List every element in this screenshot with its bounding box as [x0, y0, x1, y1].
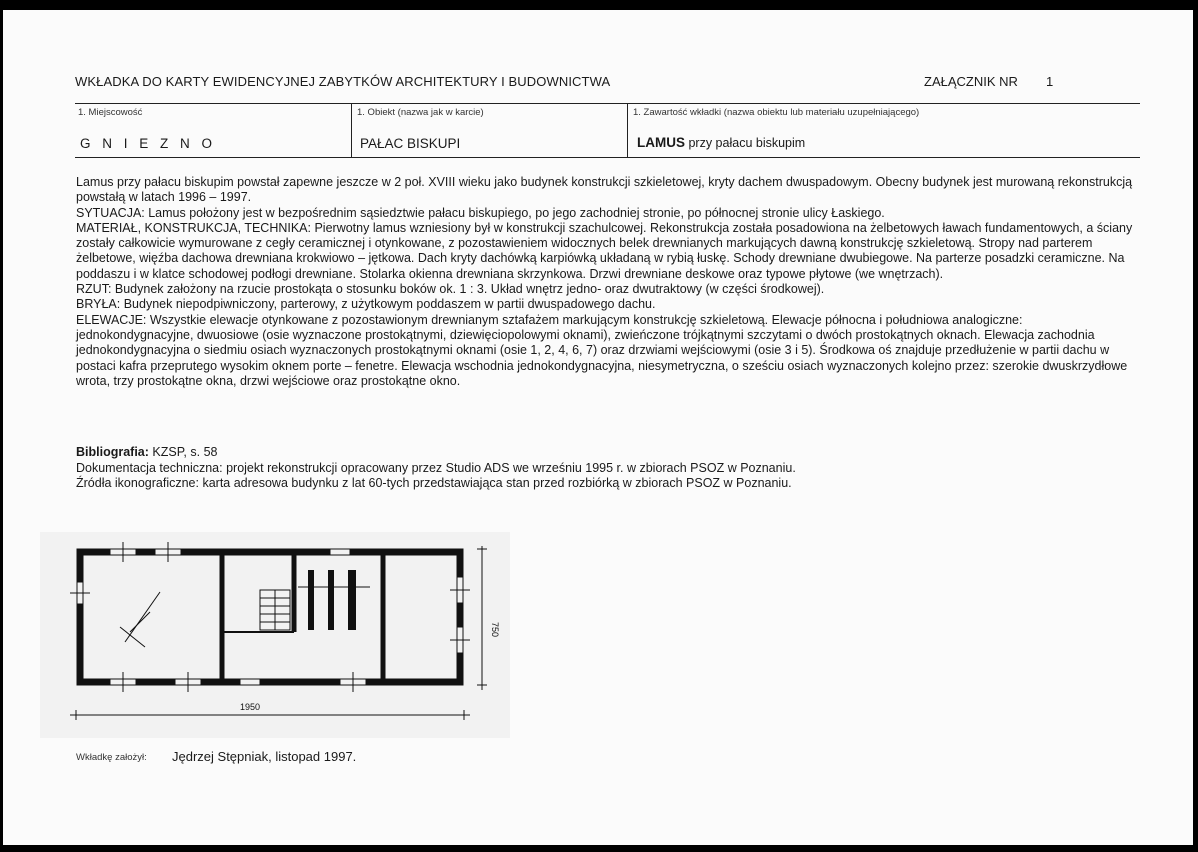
table-divider-2	[627, 103, 628, 157]
insert-content-value-rest: przy pałacu biskupim	[685, 136, 806, 150]
paragraph-history: Lamus przy pałacu biskupim powstał zapewne jeszcze w 2 poł. XVIII wieku jako budynek konstrukcji szkieletowej, kryty dachem dwuspadowym. Obecny budynek jest murowaną rekonstrukcją powstałą w latach 1996 – 1997.	[76, 175, 1133, 205]
bibliography-label: Bibliografia:	[76, 445, 149, 459]
insert-content-label: 1. Zawartość wkładki (nazwa obiektu lub materiału uzupełniającego)	[633, 107, 920, 118]
annex-number: 1	[1046, 74, 1054, 89]
column-3	[348, 570, 356, 630]
footer-label: Wkładkę założył:	[76, 752, 147, 763]
documentation-line: Dokumentacja techniczna: projekt rekonstrukcji opracowany przez Studio ADS we wrześniu 1995 r. w zbiorach PSOZ w Poznaniu.	[76, 460, 796, 475]
window-ticks	[70, 542, 470, 692]
stairs	[260, 590, 290, 630]
outer-walls	[80, 552, 460, 682]
height-dimension-label: 750	[490, 622, 500, 638]
locality-label: 1. Miejscowość	[78, 107, 143, 118]
document-title: WKŁADKA DO KARTY EWIDENCYJNEJ ZABYTKÓW ARCHITEKTURY I BUDOWNICTWA	[75, 74, 611, 89]
paragraph-material: MATERIAŁ, KONSTRUKCJA, TECHNIKA: Pierwotny lamus wzniesiony był w konstrukcji szachulcowej. Rekonstrukcja została posadowiona na żelbetowych ławach fundamentowych, a ściany zostały całkowicie wymurowane z cegły ceramicznej i otynkowane, z pozostawieniem widocznych belek drewnianych markujących dawną konstrukcję szkieletową. Stropy nad parterem żelbetowe, więźba dachowa drewniana krokwiowo – jętkowa. Dach kryty dachówką karpiówką układaną w rybią łuskę. Schody drewniane dwubiegowe. Na parterze posadzki ceramiczne. Na poddaszu i w klatce schodowej podłogi drewniane. Stolarka okienna drewniana skrzynkowa. Drzwi drewniane deskowe oraz typowe płytowe (we wnętrzach).	[76, 220, 1133, 281]
object-value: PAŁAC BISKUPI	[360, 136, 461, 151]
paragraph-situation: SYTUACJA: Lamus położony jest w bezpośrednim sąsiedztwie pałacu biskupiego, po jego zachodniej stronie, po północnej stronie ulicy Łaskiego.	[76, 205, 885, 220]
column-2	[328, 570, 334, 630]
width-dimension-label: 1950	[240, 702, 261, 712]
annex-label: ZAŁĄCZNIK NR	[924, 74, 1018, 89]
floor-plan-drawing	[40, 532, 510, 738]
table-divider-1	[351, 103, 352, 157]
table-top-rule	[75, 103, 1140, 104]
footer-author: Jędrzej Stępniak, listopad 1997.	[172, 749, 357, 764]
door-swing	[120, 592, 160, 647]
object-label: 1. Obiekt (nazwa jak w karcie)	[357, 107, 484, 118]
paragraph-plan: RZUT: Budynek założony na rzucie prostokąta o stosunku boków ok. 1 : 3. Układ wnętrz jedno- oraz dwutraktowy (w części środkowej).	[76, 282, 825, 297]
bibliography-section	[76, 445, 1136, 492]
floor-plan-image	[40, 532, 510, 738]
bibliography-line	[76, 445, 1136, 461]
column-1	[308, 570, 314, 630]
insert-content-value	[637, 135, 805, 150]
sources-line: Źródła ikonograficzne: karta adresowa budynku z lat 60-tych przedstawiająca stan przed rozbiórką w zbiorach PSOZ w Poznaniu.	[76, 476, 792, 490]
paragraph-massing: BRYŁA: Budynek niepodpiwniczony, parterowy, z użytkowym poddaszem w partii dwuspadowego dachu.	[76, 297, 656, 312]
paragraph-elevations: ELEWACJE: Wszystkie elewacje otynkowane z pozostawionym drewnianym sztafażem markującym konstrukcję szkieletową. Elewacje północna i południowa analogiczne: jednokondygnacyjne, dwuosiowe (osie wyznaczone prostokątnymi, dziewięciopolowymi oknami), zwieńczone trójkątnymi szczytami o dwóch prostokątnych oknach. Elewacja zachodnia jednokondygnacyjna o siedmiu osiach wyznaczonych prostokątnymi oknami (osie 1, 2, 4, 6, 7) oraz drzwiami wejściowymi (osie 3 i 5). Środkowa oś znajduje przedłużenie w partii dachu w postaci kafra przeprutego wysokim oknem porte – fenetre. Elewacja wschodnia jednokondygnacyjna, niesymetryczna, o sześciu osiach wyznaczonych kolejno przez: szerokie dwuskrzydłowe wrota, trzy prostokątne okna, drzwi wejściowe oraz prostokątne okno.	[76, 312, 1128, 388]
insert-content-value-bold: LAMUS	[637, 135, 685, 150]
description-body	[76, 175, 1136, 389]
table-bottom-rule	[75, 157, 1140, 158]
windows	[77, 549, 463, 685]
locality-value: G N I E Z N O	[80, 136, 217, 151]
bibliography-text: KZSP, s. 58	[148, 445, 218, 459]
